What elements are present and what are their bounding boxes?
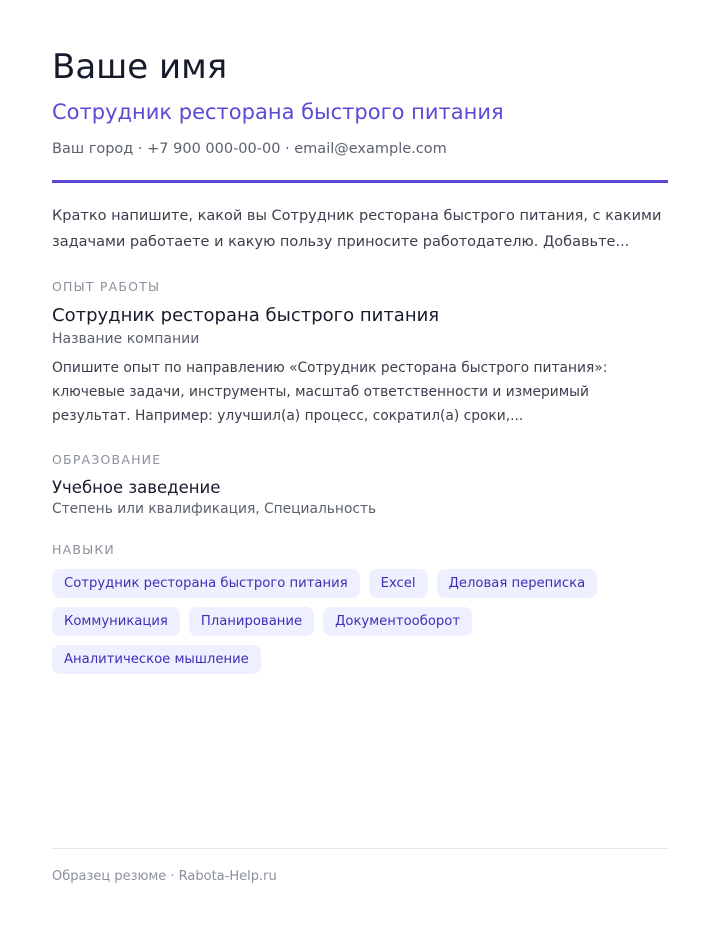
skills-list	[52, 569, 668, 674]
education-details: Степень или квалификация, Специальность	[52, 501, 377, 517]
education-institution: Учебное заведение	[52, 478, 221, 497]
footer-text: Образец резюме · Rabota-Help.ru	[52, 869, 277, 884]
skill-chip: Аналитическое мышление	[52, 645, 261, 674]
header-divider	[52, 180, 668, 183]
skill-chip: Документооборот	[323, 607, 472, 636]
experience-section-title: ОПЫТ РАБОТЫ	[52, 279, 161, 294]
job-description: Опишите опыт по направлению «Сотрудник ресторана быстрого питания»: ключевые задачи, инструменты, масштаб ответственности и измеримый результат. Например: улучшил(а) процесс, сократил(а) сроки,...	[52, 360, 608, 424]
footer-divider	[52, 848, 668, 849]
summary-text: Кратко напишите, какой вы Сотрудник ресторана быстрого питания, с какими задачами работаете и какую пользу приносите работодателю. Добавьте...	[52, 208, 662, 250]
skills-section-title: НАВЫКИ	[52, 542, 115, 557]
job-title: Сотрудник ресторана быстрого питания	[52, 305, 440, 326]
company-name: Название компании	[52, 331, 200, 347]
education-section-title: ОБРАЗОВАНИЕ	[52, 452, 162, 467]
skill-chip: Планирование	[189, 607, 314, 636]
skill-chip: Excel	[369, 569, 428, 598]
skill-chip: Сотрудник ресторана быстрого питания	[52, 569, 360, 598]
candidate-name: Ваше имя	[52, 47, 228, 87]
candidate-role: Сотрудник ресторана быстрого питания	[52, 100, 504, 124]
contact-line: Ваш город · +7 900 000-00-00 · email@example.com	[52, 141, 447, 157]
skill-chip: Коммуникация	[52, 607, 180, 636]
skill-chip: Деловая переписка	[437, 569, 598, 598]
